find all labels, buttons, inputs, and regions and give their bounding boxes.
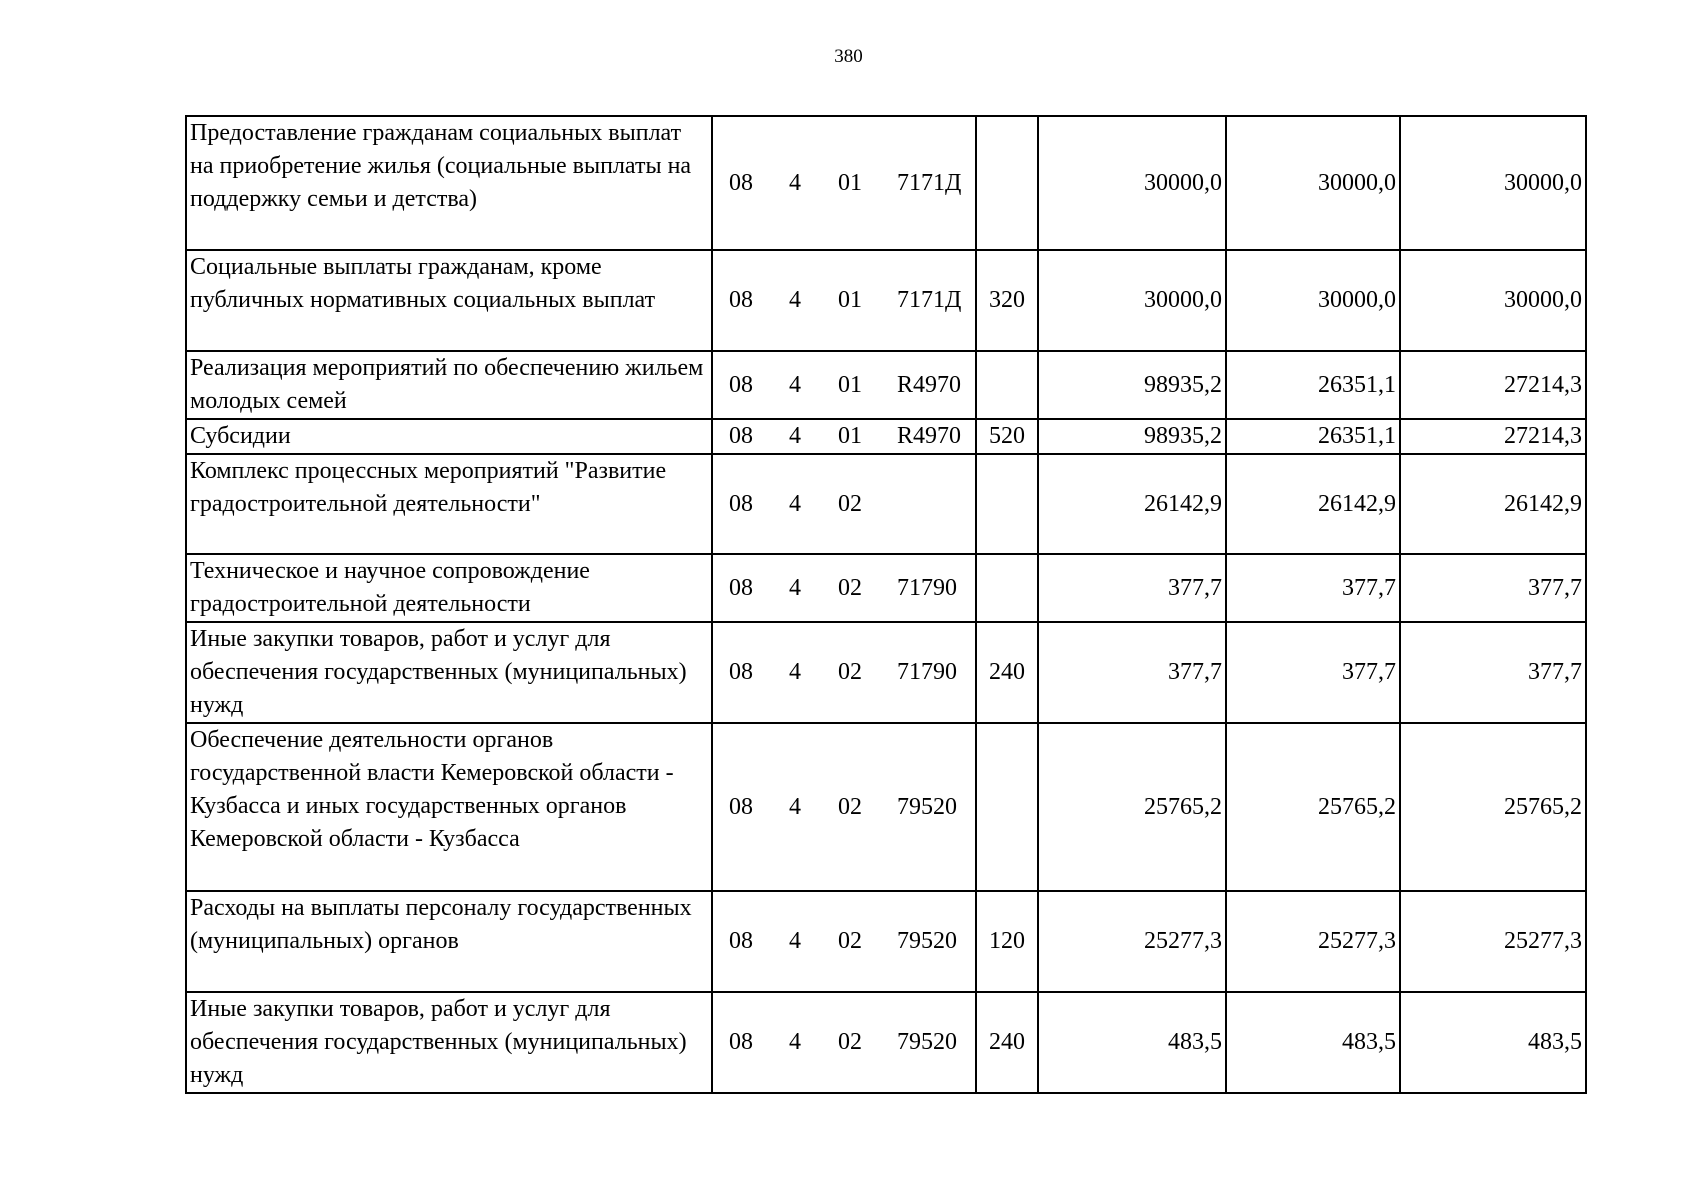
amount-year-2: 30000,0 bbox=[1226, 116, 1400, 250]
program-code: 4 bbox=[789, 574, 801, 601]
amount-year-2: 26351,1 bbox=[1226, 351, 1400, 419]
expense-type-code: 520 bbox=[976, 419, 1038, 454]
subprogram-code: 01 bbox=[838, 169, 862, 196]
program-code: 4 bbox=[789, 490, 801, 517]
amount-year-3: 30000,0 bbox=[1400, 116, 1586, 250]
table-body bbox=[186, 116, 1586, 1093]
row-codes bbox=[712, 891, 976, 992]
expense-type-code: 320 bbox=[976, 250, 1038, 351]
expense-type-code bbox=[976, 723, 1038, 891]
row-name: Обеспечение деятельности органов государственной власти Кемеровской области - Кузбасса и иных государственных органов Кемеровской области - Кузбасса bbox=[186, 723, 712, 891]
section-code: 08 bbox=[729, 423, 753, 449]
amount-year-2: 483,5 bbox=[1226, 992, 1400, 1093]
program-code: 4 bbox=[789, 287, 801, 313]
amount-year-2: 26142,9 bbox=[1226, 454, 1400, 554]
expense-type-code: 240 bbox=[976, 622, 1038, 723]
direction-code: 7171Д bbox=[897, 169, 962, 196]
subprogram-code: 02 bbox=[838, 574, 862, 601]
expense-type-code bbox=[976, 554, 1038, 622]
program-code: 4 bbox=[789, 928, 801, 954]
page-number: 380 bbox=[834, 46, 863, 67]
expense-type-code: 240 bbox=[976, 992, 1038, 1093]
table-row bbox=[186, 891, 1586, 992]
row-codes bbox=[712, 116, 976, 250]
amount-year-3: 377,7 bbox=[1400, 554, 1586, 622]
section-code: 08 bbox=[729, 490, 753, 517]
amount-year-1: 26142,9 bbox=[1038, 454, 1226, 554]
row-name: Предоставление гражданам социальных выплат на приобретение жилья (социальные выплаты на поддержку семьи и детства) bbox=[186, 116, 712, 250]
amount-year-3: 377,7 bbox=[1400, 622, 1586, 723]
row-name: Расходы на выплаты персоналу государственных (муниципальных) органов bbox=[186, 891, 712, 992]
table-row bbox=[186, 116, 1586, 250]
amount-year-1: 377,7 bbox=[1038, 554, 1226, 622]
row-name: Иные закупки товаров, работ и услуг для обеспечения государственных (муниципальных) нужд bbox=[186, 992, 712, 1093]
budget-table bbox=[185, 115, 1587, 1094]
section-code: 08 bbox=[729, 1029, 753, 1055]
row-name: Иные закупки товаров, работ и услуг для обеспечения государственных (муниципальных) нужд bbox=[186, 622, 712, 723]
amount-year-3: 27214,3 bbox=[1400, 419, 1586, 454]
amount-year-2: 377,7 bbox=[1226, 622, 1400, 723]
amount-year-1: 483,5 bbox=[1038, 992, 1226, 1093]
direction-code: R4970 bbox=[897, 423, 962, 449]
amount-year-3: 25765,2 bbox=[1400, 723, 1586, 891]
section-code: 08 bbox=[729, 169, 753, 196]
row-name: Социальные выплаты гражданам, кроме публичных нормативных социальных выплат bbox=[186, 250, 712, 351]
subprogram-code: 02 bbox=[838, 659, 862, 685]
amount-year-1: 25765,2 bbox=[1038, 723, 1226, 891]
row-codes bbox=[712, 351, 976, 419]
amount-year-3: 26142,9 bbox=[1400, 454, 1586, 554]
direction-code: 79520 bbox=[897, 1029, 957, 1055]
amount-year-2: 25765,2 bbox=[1226, 723, 1400, 891]
direction-code: 79520 bbox=[897, 793, 957, 820]
direction-code: R4970 bbox=[897, 371, 962, 398]
direction-code: 79520 bbox=[897, 928, 957, 954]
table-row bbox=[186, 454, 1586, 554]
section-code: 08 bbox=[729, 574, 753, 601]
row-codes bbox=[712, 454, 976, 554]
row-codes bbox=[712, 622, 976, 723]
program-code: 4 bbox=[789, 1029, 801, 1055]
program-code: 4 bbox=[789, 371, 801, 398]
direction-code: 71790 bbox=[897, 659, 957, 685]
subprogram-code: 02 bbox=[838, 928, 862, 954]
amount-year-1: 98935,2 bbox=[1038, 419, 1226, 454]
subprogram-code: 02 bbox=[838, 793, 862, 820]
program-code: 4 bbox=[789, 793, 801, 820]
table-row bbox=[186, 723, 1586, 891]
amount-year-2: 30000,0 bbox=[1226, 250, 1400, 351]
amount-year-1: 25277,3 bbox=[1038, 891, 1226, 992]
row-name: Техническое и научное сопровождение градостроительной деятельности bbox=[186, 554, 712, 622]
amount-year-2: 377,7 bbox=[1226, 554, 1400, 622]
subprogram-code: 01 bbox=[838, 423, 862, 449]
expense-type-code bbox=[976, 116, 1038, 250]
amount-year-1: 30000,0 bbox=[1038, 250, 1226, 351]
expense-type-code: 120 bbox=[976, 891, 1038, 992]
amount-year-1: 98935,2 bbox=[1038, 351, 1226, 419]
amount-year-1: 377,7 bbox=[1038, 622, 1226, 723]
table-row bbox=[186, 250, 1586, 351]
amount-year-2: 26351,1 bbox=[1226, 419, 1400, 454]
program-code: 4 bbox=[789, 169, 801, 196]
row-codes bbox=[712, 992, 976, 1093]
row-codes bbox=[712, 554, 976, 622]
subprogram-code: 01 bbox=[838, 287, 862, 313]
row-name: Субсидии bbox=[186, 419, 712, 454]
row-codes bbox=[712, 723, 976, 891]
amount-year-2: 25277,3 bbox=[1226, 891, 1400, 992]
expense-type-code bbox=[976, 351, 1038, 419]
amount-year-3: 27214,3 bbox=[1400, 351, 1586, 419]
subprogram-code: 01 bbox=[838, 371, 862, 398]
direction-code: 7171Д bbox=[897, 287, 962, 313]
section-code: 08 bbox=[729, 659, 753, 685]
row-name: Реализация мероприятий по обеспечению жильем молодых семей bbox=[186, 351, 712, 419]
row-codes bbox=[712, 419, 976, 454]
section-code: 08 bbox=[729, 928, 753, 954]
table-row bbox=[186, 351, 1586, 419]
program-code: 4 bbox=[789, 659, 801, 685]
section-code: 08 bbox=[729, 287, 753, 313]
amount-year-3: 25277,3 bbox=[1400, 891, 1586, 992]
amount-year-3: 483,5 bbox=[1400, 992, 1586, 1093]
table-row bbox=[186, 622, 1586, 723]
program-code: 4 bbox=[789, 423, 801, 449]
row-codes bbox=[712, 250, 976, 351]
amount-year-3: 30000,0 bbox=[1400, 250, 1586, 351]
row-name: Комплекс процессных мероприятий "Развитие градостроительной деятельности" bbox=[186, 454, 712, 554]
section-code: 08 bbox=[729, 793, 753, 820]
table-row bbox=[186, 419, 1586, 454]
subprogram-code: 02 bbox=[838, 1029, 862, 1055]
table-row bbox=[186, 992, 1586, 1093]
section-code: 08 bbox=[729, 371, 753, 398]
table-row bbox=[186, 554, 1586, 622]
subprogram-code: 02 bbox=[838, 490, 862, 517]
expense-type-code bbox=[976, 454, 1038, 554]
direction-code: 71790 bbox=[897, 574, 957, 601]
amount-year-1: 30000,0 bbox=[1038, 116, 1226, 250]
